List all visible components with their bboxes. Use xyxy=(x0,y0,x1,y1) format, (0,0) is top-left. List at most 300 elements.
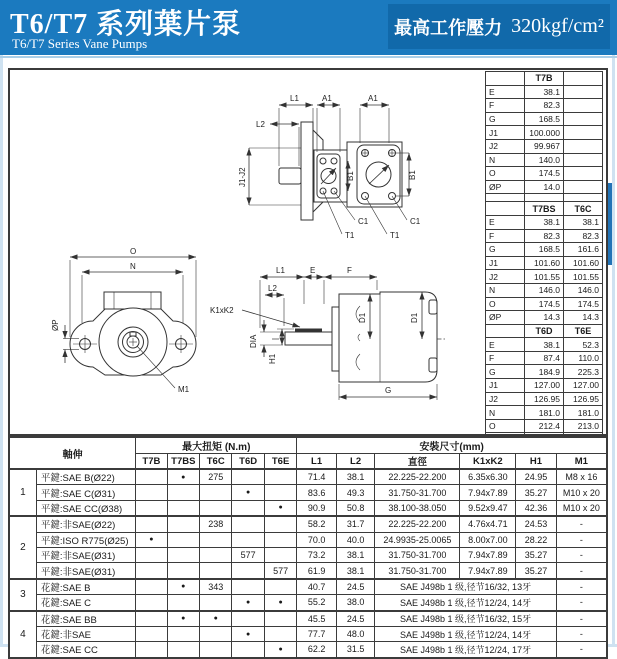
dim-value-cell: 101.55 xyxy=(525,270,564,284)
l2-cell: 38.1 xyxy=(336,547,375,562)
dim-value-cell: 101.60 xyxy=(525,256,564,270)
dim-param-cell: F xyxy=(486,229,525,243)
dim-label-t1b: T1 xyxy=(390,231,400,240)
shaft-type-cell: 花鍵:非SAE xyxy=(36,626,135,641)
l1-cell: 83.6 xyxy=(297,485,337,500)
torque-cell xyxy=(264,516,296,532)
l1-cell: 71.4 xyxy=(297,469,337,485)
dim-label-m1: M1 xyxy=(178,385,190,394)
k1k2-cell: 6.35x6.30 xyxy=(460,469,516,485)
torque-cell xyxy=(200,485,232,500)
dim-label-c1b: C1 xyxy=(410,217,421,226)
torque-cell: ● xyxy=(200,611,232,627)
dim-table-body xyxy=(486,72,603,455)
dim-corner-cell xyxy=(486,324,525,338)
drawing-panel xyxy=(8,68,608,436)
dim-value-cell xyxy=(564,85,603,99)
h1-cell: 35.27 xyxy=(516,563,557,579)
dim-param-cell: O xyxy=(486,167,525,181)
dim-value-cell: 127.00 xyxy=(564,379,603,393)
dim-row xyxy=(486,256,603,270)
dim-label-j1j2: J1-J2 xyxy=(238,167,247,187)
torque-cell xyxy=(136,516,167,532)
dim-value-cell: 127.00 xyxy=(525,379,564,393)
dim-value-cell: 82.3 xyxy=(525,229,564,243)
torque-cell xyxy=(264,611,296,627)
dim-value-cell: 38.1 xyxy=(525,85,564,99)
torque-cell xyxy=(136,485,167,500)
dim-value-cell xyxy=(564,139,603,153)
torque-cell: 577 xyxy=(232,547,264,562)
dim-param-cell: E xyxy=(486,338,525,352)
dim-param-cell: E xyxy=(486,215,525,229)
dim-value-cell xyxy=(564,99,603,113)
m1-cell: - xyxy=(556,611,607,627)
torque-cell xyxy=(264,547,296,562)
torque-cell xyxy=(232,532,264,547)
dim-corner-cell xyxy=(486,72,525,86)
table-row xyxy=(9,532,607,547)
col-h1: H1 xyxy=(516,454,557,470)
m1-cell: - xyxy=(556,547,607,562)
h1-cell: 28.22 xyxy=(516,532,557,547)
dim-label-l1: L1 xyxy=(290,94,299,103)
l2-cell: 31.7 xyxy=(336,516,375,532)
h1-cell: 42.36 xyxy=(516,500,557,516)
col-k1k2: K1xK2 xyxy=(460,454,516,470)
dim-row xyxy=(486,297,603,311)
dim-value-cell: 38.1 xyxy=(525,338,564,352)
dim-row xyxy=(486,406,603,420)
torque-cell: 343 xyxy=(200,579,232,595)
table-row xyxy=(9,626,607,641)
torque-cell xyxy=(136,500,167,516)
dim-value-cell: 146.0 xyxy=(564,283,603,297)
dim-param-cell: G xyxy=(486,243,525,257)
l2-cell: 48.0 xyxy=(336,626,375,641)
shaft-header: 軸伸 xyxy=(9,437,136,469)
dim-param-cell: ØP xyxy=(486,180,525,194)
dim-value-cell xyxy=(564,180,603,194)
torque-cell xyxy=(167,516,199,532)
dim-value-cell: 87.4 xyxy=(525,351,564,365)
dim-model-header: T6E xyxy=(564,324,603,338)
table-row xyxy=(9,563,607,579)
dim-param-cell: J1 xyxy=(486,379,525,393)
page-edge-right xyxy=(612,0,615,647)
shaft-type-cell: 花鍵:SAE C xyxy=(36,595,135,611)
torque-cell: ● xyxy=(232,485,264,500)
torque-cell xyxy=(200,532,232,547)
dim-model-header: T7BS xyxy=(525,202,564,216)
shaft-type-cell: 花鍵:SAE B xyxy=(36,579,135,595)
spline-spec-cell: SAE J498b 1 级,径节16/32, 13牙 xyxy=(375,579,556,595)
dim-row xyxy=(486,99,603,113)
max-pressure-box xyxy=(388,4,610,49)
h1-cell: 35.27 xyxy=(516,547,557,562)
l2-cell: 31.5 xyxy=(336,642,375,658)
dim-value-cell: 52.3 xyxy=(564,338,603,352)
torque-cell xyxy=(264,469,296,485)
dim-param-cell: E xyxy=(486,85,525,99)
torque-cell xyxy=(264,579,296,595)
dim-value-cell: 14.3 xyxy=(564,311,603,325)
table-row xyxy=(9,469,607,485)
dim-label-b1b: B1 xyxy=(408,170,417,180)
dim-row xyxy=(486,270,603,284)
dim-param-cell: J2 xyxy=(486,270,525,284)
dim-label-k1k2: K1xK2 xyxy=(210,306,234,315)
table-row xyxy=(9,579,607,595)
torque-cell: ● xyxy=(167,579,199,595)
m1-cell: M10 x 20 xyxy=(556,500,607,516)
l1-cell: 45.5 xyxy=(297,611,337,627)
dim-row xyxy=(486,365,603,379)
torque-cell xyxy=(136,642,167,658)
k1k2-cell: 7.94x7.89 xyxy=(460,563,516,579)
torque-cell: ● xyxy=(136,532,167,547)
l1-cell: 70.0 xyxy=(297,532,337,547)
l1-cell: 62.2 xyxy=(297,642,337,658)
torque-cell: ● xyxy=(264,500,296,516)
shaft-dimension-table xyxy=(8,436,608,659)
dim-label-g: G xyxy=(385,386,392,395)
dim-value-cell: 101.60 xyxy=(564,256,603,270)
torque-cell xyxy=(136,469,167,485)
dim-value-cell: 126.95 xyxy=(525,392,564,406)
torque-cell: ● xyxy=(167,611,199,627)
header-divider xyxy=(0,56,617,58)
torque-cell xyxy=(167,532,199,547)
dim-model-header: T6C xyxy=(564,202,603,216)
torque-cell xyxy=(136,563,167,579)
l2-cell: 24.5 xyxy=(336,579,375,595)
col-t7bs: T7BS xyxy=(167,454,199,470)
k1k2-cell: 8.00x7.00 xyxy=(460,532,516,547)
torque-cell: 275 xyxy=(200,469,232,485)
dim-row xyxy=(486,85,603,99)
col-l1: L1 xyxy=(297,454,337,470)
l2-cell: 38.1 xyxy=(336,469,375,485)
dim-value-cell xyxy=(564,153,603,167)
dim-label-h1: H1 xyxy=(268,353,277,364)
torque-cell xyxy=(264,532,296,547)
dim-value-cell: 126.95 xyxy=(564,392,603,406)
torque-cell: ● xyxy=(167,469,199,485)
dim-corner-cell xyxy=(486,202,525,216)
dim-value-cell: 38.1 xyxy=(525,215,564,229)
table-row xyxy=(9,642,607,658)
dim-value-cell: 161.6 xyxy=(564,243,603,257)
m1-cell: - xyxy=(556,563,607,579)
dim-row xyxy=(486,180,603,194)
torque-cell xyxy=(167,485,199,500)
dim-param-cell: O xyxy=(486,297,525,311)
dim-label-l2: L2 xyxy=(256,120,265,129)
dim-value-cell: 14.3 xyxy=(525,311,564,325)
dim-value-cell: 174.5 xyxy=(525,297,564,311)
dim-row xyxy=(486,379,603,393)
dim-param-cell: O xyxy=(486,419,525,433)
torque-cell xyxy=(232,611,264,627)
dim-row xyxy=(486,139,603,153)
dim-param-cell: G xyxy=(486,365,525,379)
m1-cell: - xyxy=(556,595,607,611)
shaft-type-cell: 平鍵:非SAE(Ø22) xyxy=(36,516,135,532)
col-m1: M1 xyxy=(556,454,607,470)
dim-row xyxy=(486,311,603,325)
dim-label-dia: DIA xyxy=(249,334,258,348)
shaft-type-cell: 平鍵:ISO R775(Ø25) xyxy=(36,532,135,547)
m1-cell: - xyxy=(556,626,607,641)
dim-param-cell: J1 xyxy=(486,256,525,270)
torque-cell: ● xyxy=(264,595,296,611)
h1-cell: 35.27 xyxy=(516,485,557,500)
l2-cell: 24.5 xyxy=(336,611,375,627)
group-number-cell: 3 xyxy=(9,579,36,611)
l1-cell: 40.7 xyxy=(297,579,337,595)
dim-row xyxy=(486,419,603,433)
m1-cell: - xyxy=(556,532,607,547)
dim-label-t1: T1 xyxy=(345,231,355,240)
torque-cell: ● xyxy=(264,642,296,658)
dim-value-cell: 110.0 xyxy=(564,351,603,365)
torque-cell xyxy=(264,485,296,500)
k1k2-cell: 9.52x9.47 xyxy=(460,500,516,516)
dim-row xyxy=(486,229,603,243)
dim-value-cell: 174.5 xyxy=(564,297,603,311)
m1-cell: M8 x 16 xyxy=(556,469,607,485)
dim-row xyxy=(486,283,603,297)
torque-cell xyxy=(264,626,296,641)
col-t6d: T6D xyxy=(232,454,264,470)
l1-cell: 61.9 xyxy=(297,563,337,579)
l1-cell: 55.2 xyxy=(297,595,337,611)
diameter-cell: 22.225-22.200 xyxy=(375,469,460,485)
shaft-type-cell: 平鍵:非SAE(Ø31) xyxy=(36,547,135,562)
dim-row xyxy=(486,243,603,257)
col-t6c: T6C xyxy=(200,454,232,470)
dim-value-cell: 82.3 xyxy=(525,99,564,113)
torque-cell xyxy=(200,626,232,641)
m1-cell: - xyxy=(556,642,607,658)
torque-cell xyxy=(232,563,264,579)
l1-cell: 58.2 xyxy=(297,516,337,532)
page-subtitle: T6/T7 Series Vane Pumps xyxy=(12,36,148,51)
dim-label-n: N xyxy=(130,262,136,271)
m1-cell: - xyxy=(556,579,607,595)
dim-row xyxy=(486,392,603,406)
dim-value-cell: 212.4 xyxy=(525,419,564,433)
dim-spacer-cell xyxy=(564,194,603,202)
table-row xyxy=(9,516,607,532)
dim-label-l2s: L2 xyxy=(268,284,277,293)
dim-row xyxy=(486,126,603,140)
spline-spec-cell: SAE J498b 1 级,径节12/24, 14牙 xyxy=(375,626,556,641)
dim-label-e: E xyxy=(310,266,316,275)
dim-value-cell: 181.0 xyxy=(564,406,603,420)
table-row xyxy=(9,485,607,500)
l2-cell: 38.0 xyxy=(336,595,375,611)
group-number-cell: 1 xyxy=(9,469,36,516)
dim-param-cell: N xyxy=(486,283,525,297)
dim-model-header xyxy=(564,72,603,86)
dim-param-cell: ØP xyxy=(486,311,525,325)
torque-cell: ● xyxy=(232,595,264,611)
torque-cell xyxy=(136,595,167,611)
col-dia: 直徑 xyxy=(375,454,460,470)
dim-row xyxy=(486,338,603,352)
dim-label-l1s: L1 xyxy=(276,266,285,275)
torque-cell xyxy=(167,626,199,641)
dim-value-cell xyxy=(564,126,603,140)
table-row xyxy=(9,547,607,562)
torque-cell xyxy=(232,642,264,658)
dim-label-op: ØP xyxy=(51,319,60,331)
dim-row xyxy=(486,153,603,167)
dim-value-cell: 168.5 xyxy=(525,243,564,257)
spline-spec-cell: SAE J498b 1 级,径节12/24, 14牙 xyxy=(375,595,556,611)
dim-param-cell: G xyxy=(486,112,525,126)
torque-cell xyxy=(200,500,232,516)
torque-cell xyxy=(200,547,232,562)
dim-value-cell: 174.5 xyxy=(525,167,564,181)
l2-cell: 50.8 xyxy=(336,500,375,516)
dim-value-cell: 168.5 xyxy=(525,112,564,126)
dim-value-cell: 213.0 xyxy=(564,419,603,433)
dimension-tables xyxy=(485,71,603,455)
spline-spec-cell: SAE J498b 1 级,径节12/24, 17牙 xyxy=(375,642,556,658)
dim-label-a1b: A1 xyxy=(368,94,378,103)
dim-param-cell: F xyxy=(486,99,525,113)
dim-spacer-cell xyxy=(486,194,525,202)
torque-cell xyxy=(136,547,167,562)
dim-label-d1: D1 xyxy=(358,312,367,323)
dim-spacer-row xyxy=(486,194,603,202)
diameter-cell: 22.225-22.200 xyxy=(375,516,460,532)
dim-param-cell: J1 xyxy=(486,126,525,140)
dim-value-cell: 140.0 xyxy=(525,153,564,167)
main-table-body xyxy=(9,469,607,658)
dim-label-d1b: D1 xyxy=(410,312,419,323)
mount-header: 安裝尺寸(mm) xyxy=(297,437,607,454)
torque-header: 最大扭矩 (N.m) xyxy=(136,437,297,454)
torque-cell xyxy=(136,611,167,627)
dim-label-o: O xyxy=(130,247,137,256)
table-row xyxy=(9,595,607,611)
dim-param-cell: J2 xyxy=(486,392,525,406)
dim-value-cell: 38.1 xyxy=(564,215,603,229)
dim-label-f: F xyxy=(347,266,352,275)
spline-spec-cell: SAE J498b 1 级,径节16/32, 15牙 xyxy=(375,611,556,627)
torque-cell xyxy=(232,579,264,595)
torque-cell xyxy=(167,563,199,579)
dim-param-cell: N xyxy=(486,406,525,420)
dim-value-cell: 184.9 xyxy=(525,365,564,379)
dim-row xyxy=(486,167,603,181)
dim-row xyxy=(486,351,603,365)
dim-value-cell xyxy=(564,112,603,126)
h1-cell: 24.95 xyxy=(516,469,557,485)
l2-cell: 40.0 xyxy=(336,532,375,547)
pump-side-view-drawing xyxy=(202,250,487,438)
col-t6e: T6E xyxy=(264,454,296,470)
torque-cell: 577 xyxy=(264,563,296,579)
torque-cell xyxy=(167,547,199,562)
dim-value-cell: 101.55 xyxy=(564,270,603,284)
group-number-cell: 4 xyxy=(9,611,36,658)
diameter-cell: 31.750-31.700 xyxy=(375,563,460,579)
torque-cell xyxy=(136,579,167,595)
torque-cell xyxy=(200,642,232,658)
torque-cell xyxy=(232,516,264,532)
torque-cell xyxy=(167,500,199,516)
dim-value-cell: 225.3 xyxy=(564,365,603,379)
page-header xyxy=(0,0,617,55)
dim-row xyxy=(486,112,603,126)
k1k2-cell: 7.94x7.89 xyxy=(460,547,516,562)
dim-label-b1: B1 xyxy=(346,171,355,181)
table-row xyxy=(9,611,607,627)
diameter-cell: 31.750-31.700 xyxy=(375,485,460,500)
dim-model-header: T6D xyxy=(525,324,564,338)
l2-cell: 38.1 xyxy=(336,563,375,579)
dim-value-cell: 146.0 xyxy=(525,283,564,297)
max-pressure-value: 320kgf/cm² xyxy=(511,15,604,37)
dim-value-cell: 14.0 xyxy=(525,180,564,194)
col-t7b: T7B xyxy=(136,454,167,470)
table-row xyxy=(9,500,607,516)
dim-param-cell: N xyxy=(486,153,525,167)
l2-cell: 49.3 xyxy=(336,485,375,500)
torque-cell xyxy=(232,469,264,485)
torque-cell xyxy=(200,595,232,611)
l1-cell: 77.7 xyxy=(297,626,337,641)
l1-cell: 73.2 xyxy=(297,547,337,562)
dim-value-cell: 100.000 xyxy=(525,126,564,140)
diameter-cell: 31.750-31.700 xyxy=(375,547,460,562)
dim-label-a1: A1 xyxy=(322,94,332,103)
group-number-cell: 2 xyxy=(9,516,36,579)
torque-cell xyxy=(167,595,199,611)
shaft-type-cell: 花鍵:SAE CC xyxy=(36,642,135,658)
shaft-type-cell: 平鍵:SAE C(Ø31) xyxy=(36,485,135,500)
diameter-cell: 38.100-38.050 xyxy=(375,500,460,516)
dim-label-c1: C1 xyxy=(358,217,369,226)
dim-param-cell: J2 xyxy=(486,139,525,153)
torque-cell xyxy=(232,500,264,516)
dim-value-cell: 82.3 xyxy=(564,229,603,243)
shaft-type-cell: 平鍵:非SAE(Ø31) xyxy=(36,563,135,579)
pump-top-view-drawing xyxy=(237,72,487,254)
m1-cell: M10 x 20 xyxy=(556,485,607,500)
page-edge-left xyxy=(0,0,3,647)
torque-cell: ● xyxy=(232,626,264,641)
h1-cell: 24.53 xyxy=(516,516,557,532)
dim-value-cell xyxy=(564,167,603,181)
shaft-type-cell: 平鍵:SAE CC(Ø38) xyxy=(36,500,135,516)
torque-cell: 238 xyxy=(200,516,232,532)
col-l2: L2 xyxy=(336,454,375,470)
dim-param-cell: F xyxy=(486,351,525,365)
torque-cell xyxy=(136,626,167,641)
page-title: T6/T7 系列葉片泵 xyxy=(10,9,242,40)
m1-cell: - xyxy=(556,516,607,532)
k1k2-cell: 4.76x4.71 xyxy=(460,516,516,532)
dim-spacer-cell xyxy=(525,194,564,202)
l1-cell: 90.9 xyxy=(297,500,337,516)
shaft-type-cell: 花鍵:SAE BB xyxy=(36,611,135,627)
